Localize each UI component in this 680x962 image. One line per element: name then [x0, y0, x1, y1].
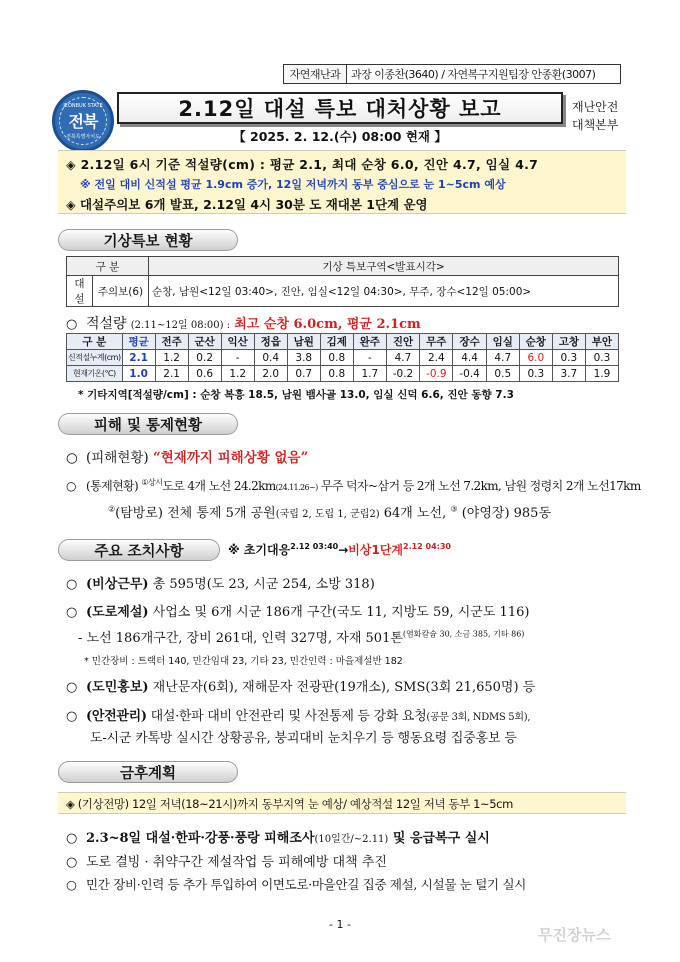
snow-cell: 1.0: [122, 366, 155, 382]
warning-areas: 순창, 남원<12일 03:40>, 진안, 임실<12일 04:30>, 무주, 장수<12일 05:00>: [149, 276, 619, 307]
issuing-department: 재난안전 대책본부: [572, 100, 619, 132]
plan-line-2: ○ 도로 결빙 · 취약구간 제설작업 등 피해예방 대책 추진: [66, 855, 387, 870]
summary-line-2: ※ 전일 대비 신적설 평균 1.9cm 증가, 12일 저녁까지 동부 중심으로 눈 1~5cm 예상: [80, 178, 506, 191]
section-actions: 주요 조치사항: [58, 539, 220, 561]
watermark-logo: 무진장뉴스: [538, 926, 611, 944]
snow-cell: 2.0: [254, 366, 287, 382]
safety-management-line-2: 도-시군 카톡방 실시간 상황공유, 붕괴대비 눈치우기 등 행동요령 집중홍보 등: [90, 731, 517, 746]
jeonbuk-seal-logo: [52, 90, 114, 152]
forecast-box: ◈ (기상전망) 12일 저녁(18~21시)까지 동부지역 눈 예상/ 예상적설 12일 저녁 동부 1~5cm: [58, 792, 626, 814]
snow-cell: -0.2: [386, 366, 419, 382]
snow-col-header: 고창: [552, 334, 585, 350]
snow-cell: 0.8: [320, 366, 353, 382]
warning-table: [66, 256, 619, 307]
snow-col-header-label: 구 분: [67, 334, 123, 350]
section-damage: 피해 및 통제현황: [58, 413, 238, 435]
trail-control-line: ②(탐방로) 전체 통제 5개 공원(국립 2, 도립 1, 군립2) 64개 노선, ③ (야영장) 985동: [108, 504, 552, 521]
emergency-duty-line: ○ (비상근무) 총 595명(도 23, 시군 254, 소방 318): [66, 577, 375, 592]
contact-box: [283, 64, 621, 84]
warning-header-type: 구 분: [67, 257, 149, 276]
report-title: 2.12일 대설 특보 대처상황 보고: [178, 97, 502, 121]
seal-text: 전북: [68, 112, 98, 131]
snow-cell: 0.3: [552, 350, 585, 366]
snow-col-header: 남원: [287, 334, 320, 350]
snow-cell: -: [221, 350, 254, 366]
snow-col-header: 전주: [155, 334, 188, 350]
safety-management-line: ○ (안전관리) 대설·한파 대비 안전관리 및 사전통제 등 강화 요청(공문 3회, NDMS 5회),: [66, 709, 531, 724]
contact-people: 과장 이종찬(3640) / 자연복구지원팀장 안종환(3007): [351, 68, 596, 81]
snow-cell: 6.0: [519, 350, 552, 366]
snow-cell: 2.1: [122, 350, 155, 366]
road-snow-removal-line: ○ (도로제설) 사업소 및 6개 시군 186개 구간(국도 11, 지방도 59, 시군도 116): [66, 605, 530, 620]
summary-line-1: ◈ 2.12일 6시 기준 적설량(cm) : 평균 2.1, 최대 순창 6.0, 진안 4.7, 임실 4.7: [66, 157, 539, 172]
snow-cell: 2.1: [155, 366, 188, 382]
summary-box: [58, 150, 626, 214]
snow-col-header: 임실: [486, 334, 519, 350]
contact-dept: 자연재난과: [284, 65, 347, 83]
seal-bottom-text: 전북특별자치도: [66, 134, 100, 140]
snow-cell: 0.6: [188, 366, 221, 382]
seal-ring-text: JEONBUK STATE: [63, 103, 103, 109]
snow-cell: 1.2: [221, 366, 254, 382]
snow-cell: 3.7: [552, 366, 585, 382]
snow-cell: 4.7: [386, 350, 419, 366]
snow-cell: 1.7: [353, 366, 386, 382]
report-date: 【 2025. 2. 12.(수) 08:00 현재 】: [233, 129, 447, 144]
warning-type: 대설: [67, 276, 93, 307]
snow-col-header: 김제: [320, 334, 353, 350]
snow-cell: 1.9: [585, 366, 618, 382]
snow-cell: 0.4: [254, 350, 287, 366]
section-weather: 기상특보 현황: [58, 229, 238, 251]
snow-summary-line: ○ 적설량 (2.11~12일 08:00) : 최고 순창 6.0cm, 평균 2.1cm: [66, 316, 421, 332]
civilian-equipment-note: * 민간장비 : 트랙터 140, 민간임대 23, 기타 23, 민간인력 : 마을제설반 182: [84, 656, 403, 667]
snow-cell: 2.4: [420, 350, 453, 366]
plan-line-3: ○ 민간 장비·인력 등 추가 투입하여 이면도로·마을안길 집중 제설, 시설물 눈 털기 실시: [66, 877, 527, 892]
report-title-box: [117, 92, 563, 124]
snow-col-header: 순창: [519, 334, 552, 350]
snow-cell: 0.2: [188, 350, 221, 366]
snow-col-header: 정읍: [254, 334, 287, 350]
snow-cell: 4.7: [486, 350, 519, 366]
snow-col-header: 평균: [122, 334, 155, 350]
public-notice-line: ○ (도민홍보) 재난문자(6회), 재해문자 전광판(19개소), SMS(3회 21,650명) 등: [66, 680, 536, 695]
initial-response-note: ※ 초기대응$^{2.12 03:40}$→비상1단계$^{2.12 04:30}$: [228, 542, 451, 557]
snow-col-header: 장수: [453, 334, 486, 350]
snow-cell: 3.8: [287, 350, 320, 366]
snow-cell: 0.3: [585, 350, 618, 366]
snow-table: [66, 333, 619, 382]
snow-cell: 0.7: [287, 366, 320, 382]
snow-row-label: 현재기온(℃): [67, 366, 123, 382]
damage-status-value: “현재까지 피해상황 없음”: [153, 450, 309, 466]
snow-col-header: 무주: [420, 334, 453, 350]
plan-line-1: ○ 2.3~8일 대설·한파·강풍·풍랑 피해조사(10일간/~2.11) 및 응급복구 실시: [66, 831, 490, 846]
section-plan: 금후계획: [58, 761, 238, 783]
snow-col-header: 군산: [188, 334, 221, 350]
warning-level: 주의보(6): [93, 276, 149, 307]
snow-cell: 0.5: [486, 366, 519, 382]
snow-cell: 1.2: [155, 350, 188, 366]
summary-line-3: ◈ 대설주의보 6개 발표, 2.12일 4시 30분 도 재대본 1단계 운영: [66, 197, 428, 212]
snow-cell: -: [353, 350, 386, 366]
damage-status-line: ○ (피해현황) “현재까지 피해상황 없음”: [66, 450, 309, 466]
snow-col-header: 부안: [585, 334, 618, 350]
snow-highlight: 최고 순창 6.0cm, 평균 2.1cm: [234, 317, 421, 332]
control-status-line: ○ (통제현황) $^{①상시}$도로 4개 노선 24.2km(24.11.26~) 무주 덕자~삼거 등 2개 노선 7.2km, 남원 정령치 2개 노선17km: [66, 478, 641, 493]
road-resource-line: - 노선 186개구간, 장비 261대, 인력 327명, 자재 501톤$^{(염화칼슘 30, 소금 385, 기타 86)}$: [78, 629, 525, 646]
snow-col-header: 진안: [386, 334, 419, 350]
snow-col-header: 완주: [353, 334, 386, 350]
page-number: - 1 -: [329, 918, 351, 931]
snow-cell: 0.8: [320, 350, 353, 366]
snow-cell: -0.9: [420, 366, 453, 382]
other-area-note: * 기타지역[적설량/cm] : 순창 복흥 18.5, 남원 뱀사골 13.0, 임실 신덕 6.6, 진안 동향 7.3: [78, 389, 514, 401]
snow-col-header: 익산: [221, 334, 254, 350]
snow-cell: 4.4: [453, 350, 486, 366]
snow-cell: -0.4: [453, 366, 486, 382]
warning-header-areas: 기상 특보구역<발표시각>: [149, 257, 619, 276]
snow-row-label: 신적설누계(cm): [67, 350, 123, 366]
snow-cell: 0.3: [519, 366, 552, 382]
